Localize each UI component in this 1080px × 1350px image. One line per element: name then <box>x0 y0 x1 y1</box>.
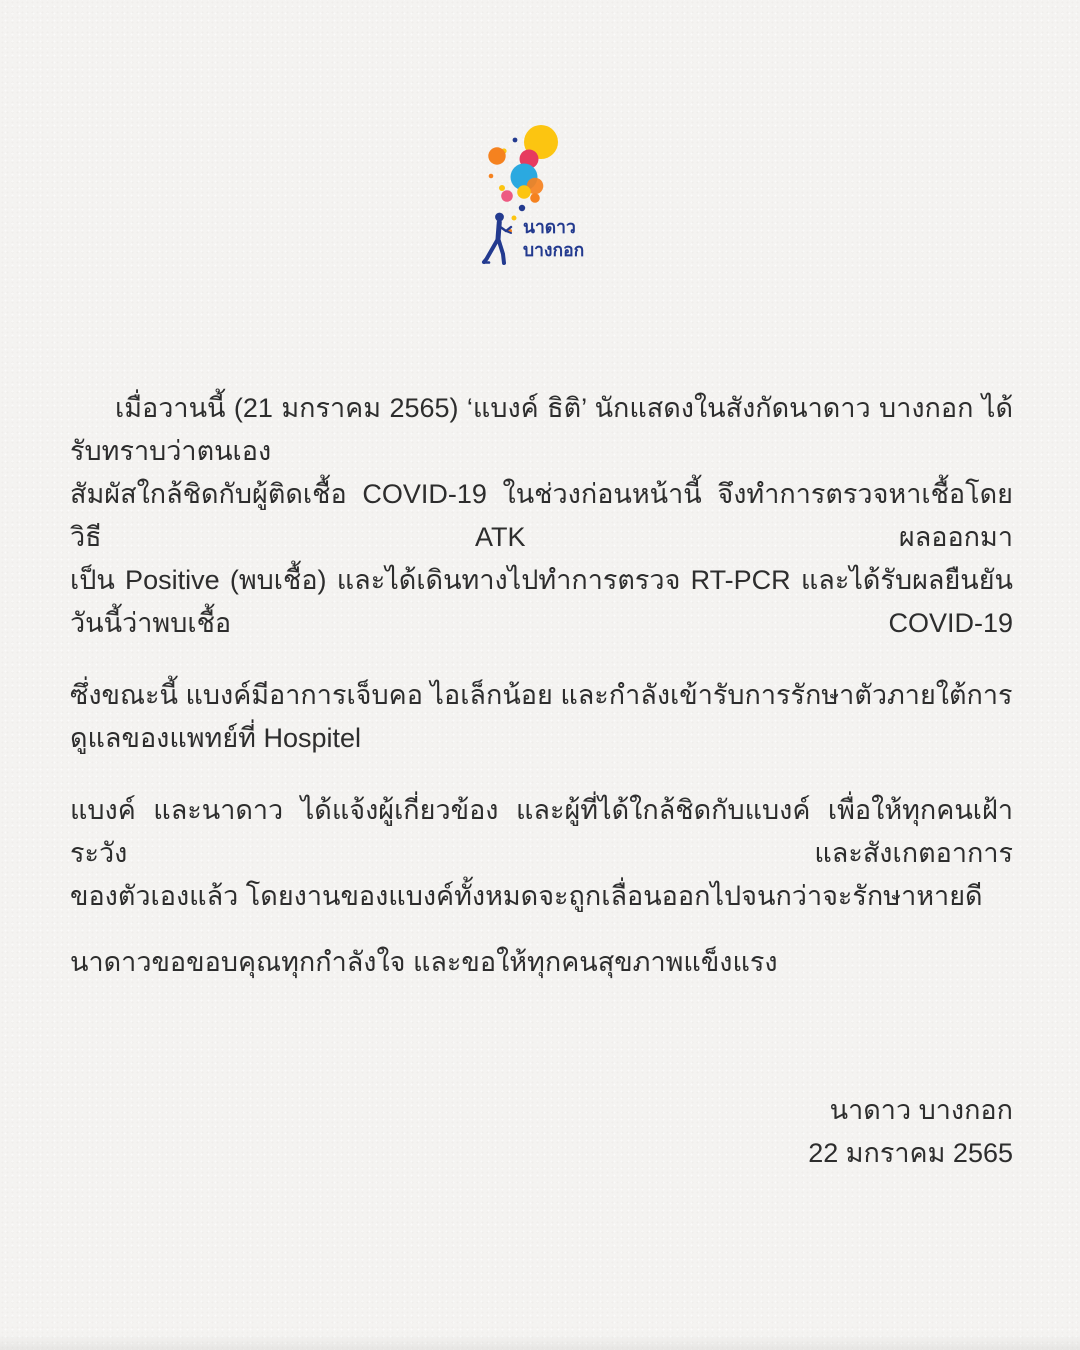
body-text-line: ซึ่งขณะนี้ แบงค์มีอาการเจ็บคอ ไอเล็กน้อย และกำลังเข้ารับการรักษาตัวภายใต้การดูแลของแพทย์ที่ Hospitel <box>70 680 1013 753</box>
logo-circle <box>519 205 525 211</box>
body-text-line: นาดาวขอขอบคุณทุกกำลังใจ และขอให้ทุกคนสุขภาพแข็งแรง <box>70 947 778 977</box>
body-text-line: เป็น Positive (พบเชื้อ) และได้เดินทางไปทำการตรวจ RT-PCR และได้รับผลยืนยันวันนี้ว่าพบเชื้อ COVID-19 <box>70 565 1013 638</box>
walking-person-icon <box>484 213 512 263</box>
body-text-line: แบงค์ และนาดาว ได้แจ้งผู้เกี่ยวข้อง และผู้ที่ได้ใกล้ชิดกับแบงค์ เพื่อให้ทุกคนเฝ้าระวัง และสังเกตอาการ <box>70 795 1013 868</box>
logo-circle <box>499 185 505 191</box>
logo-circle <box>513 138 518 143</box>
logo-wordmark-line2: บางกอก <box>523 240 585 260</box>
nadao-logo-graphic <box>470 115 610 275</box>
nadao-bangkok-logo <box>470 115 610 275</box>
logo-circle <box>517 185 531 199</box>
logo-circle <box>501 190 513 202</box>
logo-circle <box>488 147 505 164</box>
logo-circle <box>512 216 517 221</box>
paragraph-contact-notification <box>70 789 1013 918</box>
logo-circle <box>489 174 494 179</box>
signature-block <box>70 1089 1013 1175</box>
logo-circle <box>530 193 540 203</box>
body-text-line: ของตัวเองแล้ว โดยงานของแบงค์ทั้งหมดจะถูกเลื่อนออกไปจนกว่าจะรักษาหายดี <box>70 881 983 911</box>
logo-wordmark-line1: นาดาว <box>523 217 576 237</box>
signature-date: 22 มกราคม 2565 <box>808 1138 1013 1168</box>
paragraph-covid-diagnosis <box>70 387 1013 645</box>
announcement-body <box>70 387 1013 1175</box>
body-text-line: เมื่อวานนี้ (21 มกราคม 2565) ‘แบงค์ ธิติ’ นักแสดงในสังกัดนาดาว บางกอก ได้รับทราบว่าตนเอง <box>70 393 1013 466</box>
body-text-line: สัมผัสใกล้ชิดกับผู้ติดเชื้อ COVID-19 ในช่วงก่อนหน้านี้ จึงทำการตรวจหาเชื้อโดยวิธี ATK ผลออกมา <box>70 479 1013 552</box>
paragraph-thanks <box>70 941 1013 984</box>
paragraph-current-condition <box>70 674 1013 760</box>
signature-name: นาดาว บางกอก <box>829 1095 1013 1125</box>
